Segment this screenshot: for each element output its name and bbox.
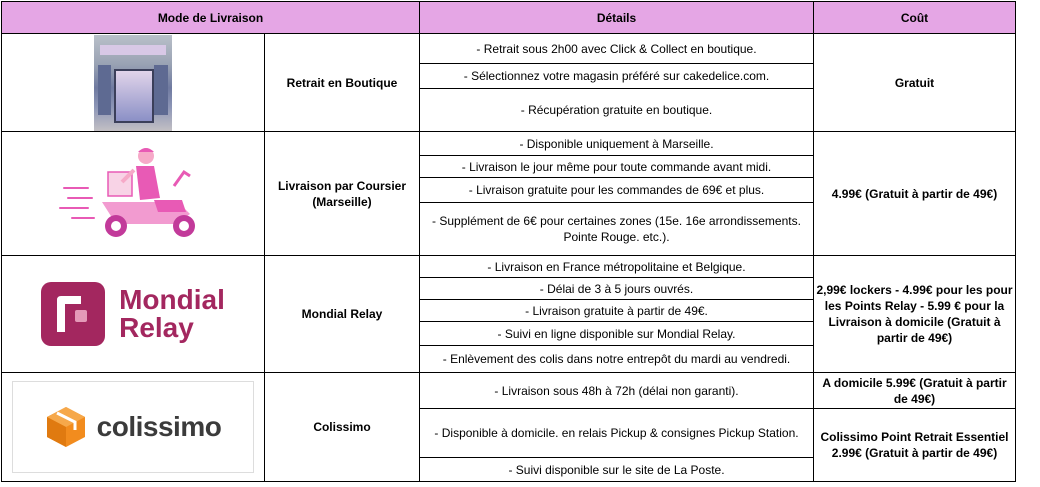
detail-line: - Suivi disponible sur le site de La Poste. bbox=[420, 458, 814, 482]
mondial-relay-logo bbox=[2, 282, 264, 346]
detail-line: - Livraison sous 48h à 72h (délai non garanti). bbox=[420, 373, 814, 409]
detail-line: - Retrait sous 2h00 avec Click & Collect en boutique. bbox=[420, 34, 814, 64]
colissimo-box-icon bbox=[45, 405, 87, 449]
detail-line: - Sélectionnez votre magasin préféré sur cakedelice.com. bbox=[420, 64, 814, 89]
cost-value: 4.99€ (Gratuit à partir de 49€) bbox=[814, 132, 1016, 256]
cost-home: A domicile 5.99€ (Gratuit à partir de 49€) bbox=[814, 373, 1016, 409]
colissimo-word: colissimo bbox=[96, 411, 222, 442]
table-row bbox=[2, 256, 1016, 278]
table-row bbox=[2, 34, 1016, 64]
detail-line: - Supplément de 6€ pour certaines zones (15e. 16e arrondissements. Pointe Rouge. etc.). bbox=[420, 203, 814, 256]
colissimo-logo bbox=[12, 381, 254, 473]
mondial-word: Mondial bbox=[119, 284, 225, 315]
header-cost: Coût bbox=[814, 2, 1016, 34]
mode-name: Retrait en Boutique bbox=[265, 34, 420, 132]
detail-line: - Livraison gratuite pour les commandes de 69€ et plus. bbox=[420, 178, 814, 203]
cost-value: 2,99€ lockers - 4.99€ pour les pour les Points Relay - 5.99 € pour la Livraison à domicile (Gratuit à partir de 49€) bbox=[814, 256, 1016, 373]
table-row bbox=[2, 132, 1016, 156]
detail-line: - Disponible uniquement à Marseille. bbox=[420, 132, 814, 156]
relay-word: Relay bbox=[119, 312, 194, 343]
mode-name: Colissimo bbox=[265, 373, 420, 482]
store-photo bbox=[94, 35, 172, 131]
cost-value: Gratuit bbox=[814, 34, 1016, 132]
cost-pickup: Colissimo Point Retrait Essentiel 2.99€ (Gratuit à partir de 49€) bbox=[814, 409, 1016, 482]
store-photo-cell bbox=[2, 34, 265, 132]
header-details: Détails bbox=[420, 2, 814, 34]
detail-line: - Délai de 3 à 5 jours ouvrés. bbox=[420, 278, 814, 300]
mode-name: Mondial Relay bbox=[265, 256, 420, 373]
detail-line: - Récupération gratuite en boutique. bbox=[420, 89, 814, 132]
table-row bbox=[2, 373, 1016, 409]
detail-line: - Disponible à domicile. en relais Pickup & consignes Pickup Station. bbox=[420, 409, 814, 458]
courier-logo-cell bbox=[2, 132, 265, 256]
detail-line: - Livraison gratuite à partir de 49€. bbox=[420, 300, 814, 322]
detail-line: - Suivi en ligne disponible sur Mondial Relay. bbox=[420, 322, 814, 346]
mode-name: Livraison par Coursier (Marseille) bbox=[265, 132, 420, 256]
detail-line: - Enlèvement des colis dans notre entrepôt du mardi au vendredi. bbox=[420, 346, 814, 373]
detail-line: - Livraison en France métropolitaine et Belgique. bbox=[420, 256, 814, 278]
header-mode: Mode de Livraison bbox=[2, 2, 420, 34]
mondial-relay-logo-cell bbox=[2, 256, 265, 373]
detail-line: - Livraison le jour même pour toute commande avant midi. bbox=[420, 156, 814, 178]
header-row bbox=[2, 2, 1016, 34]
courier-scooter-icon bbox=[58, 142, 208, 242]
mondial-relay-icon bbox=[41, 282, 105, 346]
delivery-table bbox=[1, 1, 1016, 482]
colissimo-logo-cell bbox=[2, 373, 265, 482]
